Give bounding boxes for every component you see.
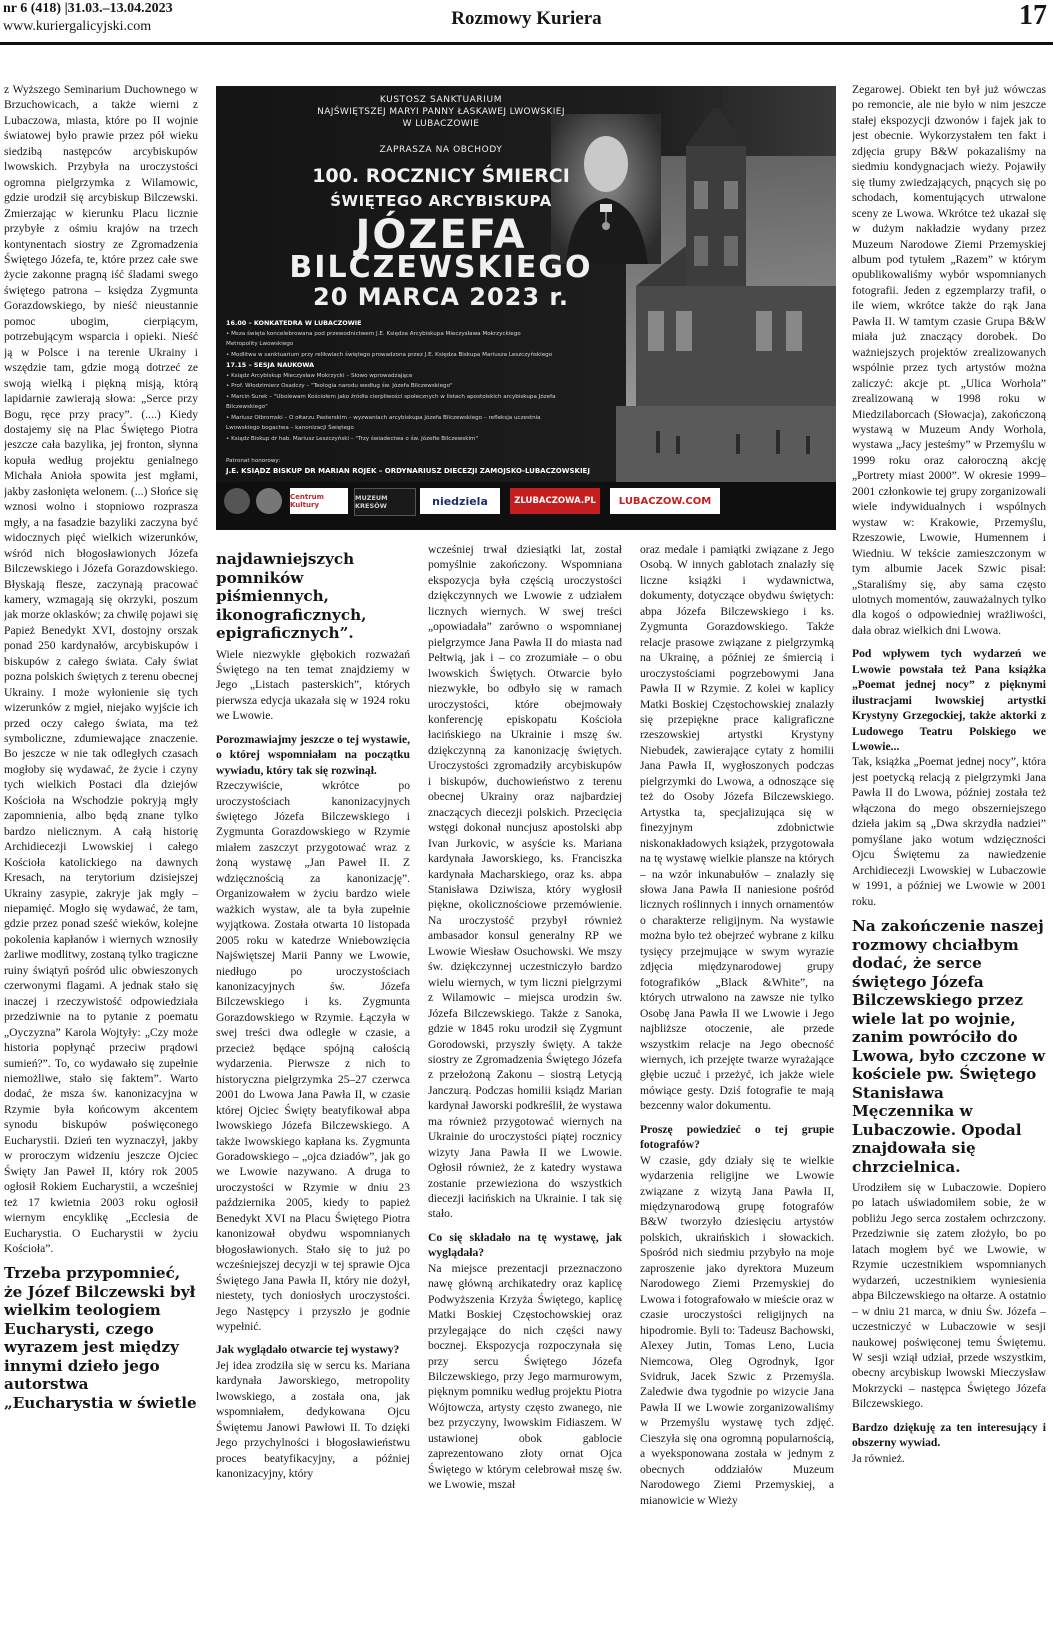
article-paragraph: Na miejsce prezentacji przeznaczono nawę główną archikatedry oraz kaplicę Podwyższenia Krzyża Świętego, kaplicę Matki Boskiej Częstochowskiej oraz przylegające do nich części nawy bocznej. Ekspozycja rozpoczynała się przy sercu Świętego Józefa Bilczewskiego, przy Jego marmurowym, pięknym pomniku według projektu Piotra Wójtowcza, artysty często zwanego, nie bez przyczyny, lwowskim Fidiaszem. W ustawionej obok gablocie zaprezentowano złoty ornat Ojca Świętego w którym celebrował mszę św. we Lwowie, mszał xyxy=(428,1261,622,1492)
header-rule xyxy=(0,42,1053,45)
article-paragraph: oraz medale i pamiątki związane z Jego Osobą. W innych gablotach znalazły się liczne książki i wydawnictwa, dokumenty, dotyczące obydwu świętych: abpa Józefa Bilczewskiego i ks. Zygmunta Gorazdowskiego. Także relacje prasowe związane z pielgrzymką na Ukrainę, a później ze śmiercią i uroczystościami pogrzebowymi Jana Pawła II w Rzymie. Z kolei w kaplicy Matki Boskiej Częstochowskiej znalazły się przepiękne prace kaligraficzne rzeszowskiej artystki Krystyny Niebudek, zawierające cytaty z homilii Jana Pawła II, wygłoszonych podczas pielgrzymki do Lwowa, a odnoszące się też do Osoby Józefa Bilczewskiego. Artystka ta, specjalizująca się w finezyjnym zdobnictwie niskonakładowych książek, przygotowała na tę wystawę wielkie plansze na których – na wzór inkunabułów – znalazły się słowa Jana Pawła II naniesione pośród licznych roślinnych i innych ornamentów o charakterze religijnym. Na wystawie można było też obejrzeć wybrane z kilku tysięcy przejmujące w swym wyrazie zdjęcia międzynarodowej grupy fotografików „Black &White”, na których utrwalono na zawsze nie tylko Osobę Jana Pawła II we Lwowie i Jego najbliższe otoczenie, ale przede wszystkim relacje na Jego obecność wiernych, ich przejęte twarze wyrażające głębie uczuć i przeżyć, ich jakże wiele mówiące gesty. Dziś fotografie te mają bezcenny walor dokumentu. xyxy=(640,543,834,1113)
program-item: Bilczewskiego" xyxy=(226,404,268,410)
logo-centrum-kultury: Centrum Kultury xyxy=(290,488,348,514)
poster-subtitle: ŚWIĘTEGO ARCYBISKUPA xyxy=(330,192,552,210)
poster-patron: J.E. KSIĄDZ BISKUP DR MARIAN ROJEK – ORDYNARIUSZ DIECEZJI ZAMOJSKO-LUBACZOWSKIEJ xyxy=(226,467,590,475)
article-paragraph: z Wyższego Seminarium Duchownego w Brzuchowicach, a także wierni z Lubaczowa, miasta, które po II wojnie światowej było prawie przez pół wieku siedzibą następców arcybiskupów lwowskich. Przybyła na uroczystości ogromna pielgrzymka z Wilamowic, gdzie urodził się arcybiskup Bilczewski. Zmierzając w kierunku Placu licznie przybyłe z ośmiu krajów na trzech kontynentach siostry ze Zgromadzenia Świętego Józefa, te, które przez całe swe życie zakonne pragną iść śladami swego świętego patrona – księdza Zygmunta Gorazdowskiego, by nieść nieustannie pomoc ubogim, cierpiącym, potrzebującym wsparcia i opieki. Nieść ją w Polsce i na terenie Ukrainy i wszędzie tam, gdzie mogą dotrzeć ze swoją wielką i piękną misją, którą lapidarnie zawierają słowa: „Serce przy Bogu, ręce przy pracy”. (....) Kiedy dostajemy się na Plac Świętego Piotra jeszcze cała bazylika, jej fronton, słynna kopuła według projektu genialnego Michała Anioła spowita jest mgłami, jakby zasłonięta welonem. (...) Słońce się wznosi wolno i stopniowo rozprasza mgły, a na fasadzie bazyliki zaczyna być widocznych pięć wielkich wizerunków, wśród nich błogosławionych Józefa Bilczewskiego i Józefa Gorazdowskiego. Błyskają flesze, zaczynają pracować kamery, wzmagają się okrzyki, poszum jak morze oklasków; za chwilę pojawi się Papież Benedykt XVI, dostojny orszak ponad 250 kardynałów, arcybiskupów i biskupów z całego świata. Cały świat pozna polskich świętych z terenu obecnej Ukrainy. I może wyłonienie się tych wizerunków z mgieł, niejako wyjście ich przed oczy całego świata, ma też symboliczne, zdumiewające znaczenie. Bo jeszcze w nie tak odległych czasach mogłoby się wydawać, że życie i czyny tych wielkich Postaci dla dziejów Kościoła na Wschodzie pokryją mgły zapomnienia, albo będą znane tylko bardzo nielicznym. A całą historię Archidiecezji Lwowskiej i całego Kościoła katolickiego na dawnych Kresach, na terytorium dzisiejszej Ukrainy zasypie, zakryje jak mgły – niepamięć. Mogło się wydawać, że tam, gdzie przez ponad sześć wieków, kolejne pokolenia kapłanów i wiernych wznosiły żarliwe modlitwy, zostaną tylko tragiczne ruiny świątyń pośród ulic obwieszonych czerwonymi flagami. A jednak stało się inaczej i rzeczywistość odpowiedziała przedziwnie na to pytanie z poematu „Oyczyzna” Karola Wojtyły: „Czy może historia popłynąć przeciw prądowi sumień?”. To, co wydawało się zupełnie niemożliwe, stało się faktem”. Warto dodać, że msza św. kanonizacyjna w Rzymie była końcowym akcentem synodu biskupów poświęconego Eucharystii. Dzień ten wyznaczył, jakby w proroczym widzeniu jeszcze Ojciec Święty Jan Paweł II, który rok 2005 ogłosił Rokiem Eucharystii, a wcześniej też 17 kwietnia 2003 roku ogłosił wiernym encyklikę „Ecclesia de Eucharystia. O Eucharystii w życiu Kościoła”. xyxy=(4,83,198,1255)
program-item: • Mariusz Olbromski – O ołtarzu Pasterskim – wyzwaniach arcybiskupa Józefa Bilczewskiego – refleksja uczestnia xyxy=(226,414,541,421)
interview-question: Bardzo dziękuję za ten interesujący i obszerny wywiad. xyxy=(852,1420,1046,1450)
logo-parish-emblem xyxy=(224,488,250,514)
article-paragraph: Jej idea zrodziła się w sercu ks. Mariana kardynała Jaworskiego, metropolity lwowskiego, a została ona, jak wspomniałem, dedykowana Ojcu Świętemu Janowi Pawłowi II. To dzięki Jego przychylności i błogosławieństwu proces beatyfikacyjny, a później kanonizacyjny, który xyxy=(216,1358,410,1481)
interview-question: Pod wpływem tych wydarzeń we Lwowie powstała też Pana książka „Poemat jednej nocy” z pięknymi ilustracjami lwowskiej artystki Krystyny Grzegockiej, także aktorki z Ludowego Teatru Polskiego we Lwowie... xyxy=(852,647,1046,754)
program-item: • Msza święta koncelebrowana pod przewodnictwem J.E. Księdza Arcybiskupa Mieczysława Mokrzyckiego xyxy=(226,330,521,337)
pull-quote: najdawniejszych pomników piśmiennych, ikonograficznych, epigraficznych”. xyxy=(216,550,367,642)
program-item: • Ksiądz Biskup dr hab. Mariusz Leszczyński – "Trzy świadectwa o św. Józefie Bilczewskim" xyxy=(226,435,479,442)
event-poster xyxy=(216,86,836,530)
poster-program xyxy=(226,318,656,444)
pull-quote: Na zakończenie naszej rozmowy chciałbym dodać, że serce świętego Józefa Bilczewskiego przez wiele lat po wojnie, zanim powróciło do Lwowa, było czczone w kościele pw. Świętego Stanisława Męczennika w Lubaczowie. Opodal znajdowała się chrzcielnica. xyxy=(852,917,1046,1176)
article-column-2 xyxy=(216,542,410,1635)
article-column-1 xyxy=(4,82,198,1635)
issue-number: nr 6 (418) |31.03.–13.04.2023 xyxy=(3,1,173,16)
logo-diocese-emblem xyxy=(256,488,282,514)
article-paragraph: Wiele niezwykle głębokich rozważań Świętego na ten temat znajdziemy w Jego „Listach pasterskich”, których pierwsza edycja ukazała się w 1924 roku we Lwowie. xyxy=(216,647,410,723)
poster-logo-strip xyxy=(220,482,832,526)
article-paragraph: Zegarowej. Obiekt ten był już wówczas po remoncie, ale nie było w nim jeszcze stałej ekspozycji dzwonów i fajek jak to jest obecnie. Wykorzystałem ten fakt i zdjęcia grupy B&W pokazaliśmy na siedmiu kondygnacjach wieży. Pojawiły się tłumy zwiedzających, pnących się po schodach, komentujących utrwalone sceny ze Lwowa. Wkrótce też ukazał się w dużym nakładzie wydany przez Muzeum Narodowe Ziemi Przemyskiej album pod tytułem „Razem” w którym opublikowaliśmy wybór wspomnianych fotografii. Jeden z egzemplarzy trafił, o ile wiem, wkrótce także do rąk Jana Pawła II. W tamtym czasie Grupa B&W miała już znaczący dorobek. Do ważniejszych projektów zrealizowanych wspólnie przez tych artystów można zaliczyć: akcje pt. „Ulica Worhola” zrealizowaną w 1998 roku w Miedzilaborcach (Słowacja), zakończoną wystawą w Muzeum Andy Worhola, wystawa „Jacy jesteśmy” w Przemyślu w 1999 roku oraz całoroczną akcję „Portrety miast 2000”. W okresie 1999–2001 członkowie tej grupy zorganizowali wiele indywidualnych i wspólnych wystaw w: Krakowie, Przemyślu, Rzeszowie, Lwowie, Humennem i Wiedniu. W tekście zamieszczonym w tym albumie Jacek Szwic pisał: „Staraliśmy się, aby sama często ulotnych momentów, zauważalnych tylko dla kogoś o odpowiedniej wrażliwości, dała obraz wielkich dni Lwowa. xyxy=(852,83,1046,637)
poster-name-first: JÓZEFA xyxy=(355,212,527,258)
program-item: • Prof. Włodzimierz Osadczy – "Teologia narodu według św. Józefa Bilczewskiego" xyxy=(226,383,453,389)
article-column-4 xyxy=(640,542,834,1635)
article-column-5 xyxy=(852,82,1046,1635)
poster-anniversary-title: 100. ROCZNICY ŚMIERCI xyxy=(312,165,570,187)
poster-sanctuary-line: NAJŚWIĘTSZEJ MARYI PANNY ŁASKAWEJ LWOWSKIEJ xyxy=(317,107,565,117)
program-item: • Marcin Surek – "Ubolewam Kościołem jako źródła cierpliwości społecznych w listach apostolskich arcybiskupa Józefa xyxy=(226,393,556,400)
poster-date: 20 MARCA 2023 r. xyxy=(313,283,569,311)
section-title: Rozmowy Kuriera xyxy=(451,8,602,29)
interview-question: Co się składało na tę wystawę, jak wyglądała? xyxy=(428,1230,622,1260)
logo-niedziela: niedziela xyxy=(420,488,500,514)
poster-patron-label: Patronat honorowy: xyxy=(226,458,281,464)
interview-question: Proszę powiedzieć o tej grupie fotografów? xyxy=(640,1122,834,1152)
program-heading: 16.00 – KONKATEDRA W LUBACZOWIE xyxy=(226,319,362,327)
page-header xyxy=(0,0,1053,46)
page-number: 17 xyxy=(1019,0,1047,31)
article-paragraph: W czasie, gdy działy się te wielkie wydarzenia religijne we Lwowie związane z wizytą Jana Pawła II, międzynarodową grupę fotografów B&W tworzyło dziesięciu artystów polskich, ukraińskich i słowackich. Spośród nich siedmiu przybyło na moje zaproszenie jako dyrektora Muzeum Narodowego Ziemi Przemyskiej do Lwowa i fotografowało w mieście oraz w czasie uroczystości religijnych na hipodromie. Byli to: Tadeusz Bachowski, Alexey Jutin, Tomas Leno, Lucia Niemcowa, Oleg Ogrodnyk, Igor Svidruk, Jacek Szwic z Przemyśla. Zaledwie dwa tygodnie po wizycie Jana Pawła II we Lwowie zorganizowaliśmy w Przemyślu wystawę tych zdjęć. Cieszyła się ona ogromną popularnością, a wyeksponowana została w jednym z obecnych oddziałów Muzeum Narodowego Ziemi Przemyskiej, a mianowicie w Wieży xyxy=(640,1153,834,1507)
article-paragraph: wcześniej trwał dziesiątki lat, został pomyślnie zakończony. Wspomniana ekspozycja była częścią uroczystości dziękczynnych we Lwowie z udziałem licznych wiernych. W swej treści „opowiadała” zarówno o wspomnianej pielgrzymce Jana Pawła II do miasta nad Pełtwią, jak i – co zrozumiałe – o obu lwowskich Świętych. Otwarcie było niezwykłe, bo odbyło się w ramach uroczystości, które obejmowały konferencję episkopatu Kościoła łacińskiego na Ukrainie i mszę św. dziękczynną za kanonizację świętych. Uroczystości zgromadziły arcybiskupów i biskupów, duchowieństwo z terenu obecnej Ukrainy oraz najbardziej znaczących diecezji polskich. Przecięcia wstęgi dokonał nuncjusz apostolski abp Ivan Jurkovic, w asyście ks. Mariana kardynała Jaworskiego, ks. Franciszka kardynała Macharskiego, oraz ks. abpa Stanisława Dziwisza, który wygłosił piękne, okolicznościowe przemówienie. Na uroczystość przybył również ambasador konsul generalny RP we Lwowie Wiesław Osuchowski. We mszy św. dziękczynnej uczestniczyło bardzo wielu wiernych, w tym liczni pielgrzymi z Wilamowic – miejsca urodzin św. Józefa Bilczewskiego. Także z Sanoka, gdzie w 1845 roku urodził się Zygmunt Gorodowski, przyszły święty. A także siostry ze Zgromadzenia Świętego Józefa z przełożoną Zakonu – siostrą Letycją Janczurą. Podczas homilii ksiądz Marian kardynał Jaworski podkreślił, że wystawa ma również przygotować wiernych na Ukrainie do uroczystości piątej rocznicy wizyty Jana Pawła II we Lwowie. Ogłosił również, że z katedry wystawa zostanie przewieziona do wszystkich diecezji łacińskich na Ukrainie. I tak się stało. xyxy=(428,543,622,1221)
program-item: Lwowskiego bogactwa – kanonizacji Świętego xyxy=(226,425,354,431)
article-paragraph: Urodziłem się w Lubaczowie. Dopiero po latach uświadomiłem sobie, że w pobliżu Jego serca zostałem ochrzczony. Przedziwnie się zatem złożyło, bo po latach mogłem być we Lwowie, w Rzymie uczestnikiem wspomnianych wydarzeń, uczestnikiem wyniesienia abpa Bilczewskiego na ołtarze. A ostatnio – w dniu 21 marca, w dniu Św. Józefa – uczestniczyć w Lubaczowie w sesji naukowej poświęconej temu Świętemu. W sesji wziął udział, przede wszystkim, obecny arcybiskup lwowski Mieczysław Mokrzycki – następca Świętego Józefa Bilczewskiego. xyxy=(852,1181,1046,1411)
logo-zlubaczowa: ZLUBACZOWA.PL xyxy=(510,488,600,514)
article-paragraph: Tak, książka „Poemat jednej nocy”, która jest poetycką relacją z pielgrzymki Jana Pawła II do Lwowa, później została też włączona do mego obszerniejszego dzieła jakim są „Dwa skrzydła nadziei” pomyślane jako wotum wdzięczności Ojcu Świętemu za nawiedzenie Archidiecezji Lwowskiej w Lubaczowie w 1991, a później we Lwowie w 2001 roku. xyxy=(852,755,1046,908)
article-column-3 xyxy=(428,542,622,1635)
logo-lubaczow-com: LUBACZOW.COM xyxy=(610,488,720,514)
pull-quote: Trzeba przypomnieć, że Józef Bilczewski był wielkim teologiem Eucharysti, czego wyrazem jest między innymi dzieło jego autorstwa „Eucharystia w świetle xyxy=(4,1264,197,1412)
article-paragraph: Rzeczywiście, wkrótce po uroczystościach kanonizacyjnych świętego Józefa Bilczewskiego i Zygmunta Gorazdowskiego w Rzymie miałem zaszczyt przygotować wraz z żoną wystawę „Jan Paweł II. Z wdzięcznością za kanonizację”. Organizowałem w życiu bardzo wiele ważkich wystaw, ale ta była zupełnie wyjątkowa. Została otwarta 10 listopada 2005 roku w katedrze Wniebowzięcia Najświętszej Marii Panny we Lwowie, niedługo po uroczystościach kanonizacyjnych św. Józefa Bilczewskiego i ks. Zygmunta Gorazdowskiego w Rzymie. Łączyła w swej treści dwa odległe w czasie, a przecież będące spójną całością wydarzenia. Pierwsze z nich to historyczna pielgrzymka 25–27 czerwca 2001 do Lwowa Jana Pawła II, w czasie której Ojciec Święty beatyfikował abpa lwowskiego Józefa Bilczewskiego. A także lwowskiego kapłana ks. Zygmunta Goradowskiego – „ojca dziadów”, jak go we Lwowie nazywano. A druga to uroczystości w Rzymie w dniu 23 października 2005, kiedy to papież Benedykt XVI na Placu Świętego Piotra kanonizował obydwu wspomnianych błogosławionych. Stało się to już po wcześniejszej decyzji w tej sprawie Ojca Świętego Jana Pawła II, który nie dożył, niestety, tych doniosłych uroczystości. Jego Następcy i przyszło je godnie wypełnić. xyxy=(216,779,410,1333)
program-item: Metropolity Lwowskiego xyxy=(226,341,294,347)
logo-muzeum-kresow: MUZEUM KRESÓW xyxy=(354,488,416,516)
website-url[interactable]: www.kuriergalicyjski.com xyxy=(3,19,152,34)
poster-name-last: BILCZEWSKIEGO xyxy=(289,250,593,285)
program-item: • Ksiądz Arcybiskup Mieczysław Mokrzycki – Słowo wprowadzające xyxy=(226,372,413,379)
poster-invite: ZAPRASZA NA OBCHODY xyxy=(379,145,503,155)
poster-location-line: W LUBACZOWIE xyxy=(402,119,480,129)
program-item: • Modlitwa w sanktuarium przy relikwiach świętego prowadzona przez J.E. Księdza Biskupa Mariusza Leszczyńskiego xyxy=(226,351,553,358)
program-heading: 17.15 – SESJA NAUKOWA xyxy=(226,361,315,369)
interview-question: Porozmawiajmy jeszcze o tej wystawie, o której wspomniałam na początku wywiadu, który tak się rozwinął. xyxy=(216,732,410,777)
article-paragraph: Ja również. xyxy=(852,1451,905,1465)
interview-question: Jak wyglądało otwarcie tej wystawy? xyxy=(216,1343,400,1357)
poster-custodian-line: KUSTOSZ SANKTUARIUM xyxy=(379,95,503,105)
